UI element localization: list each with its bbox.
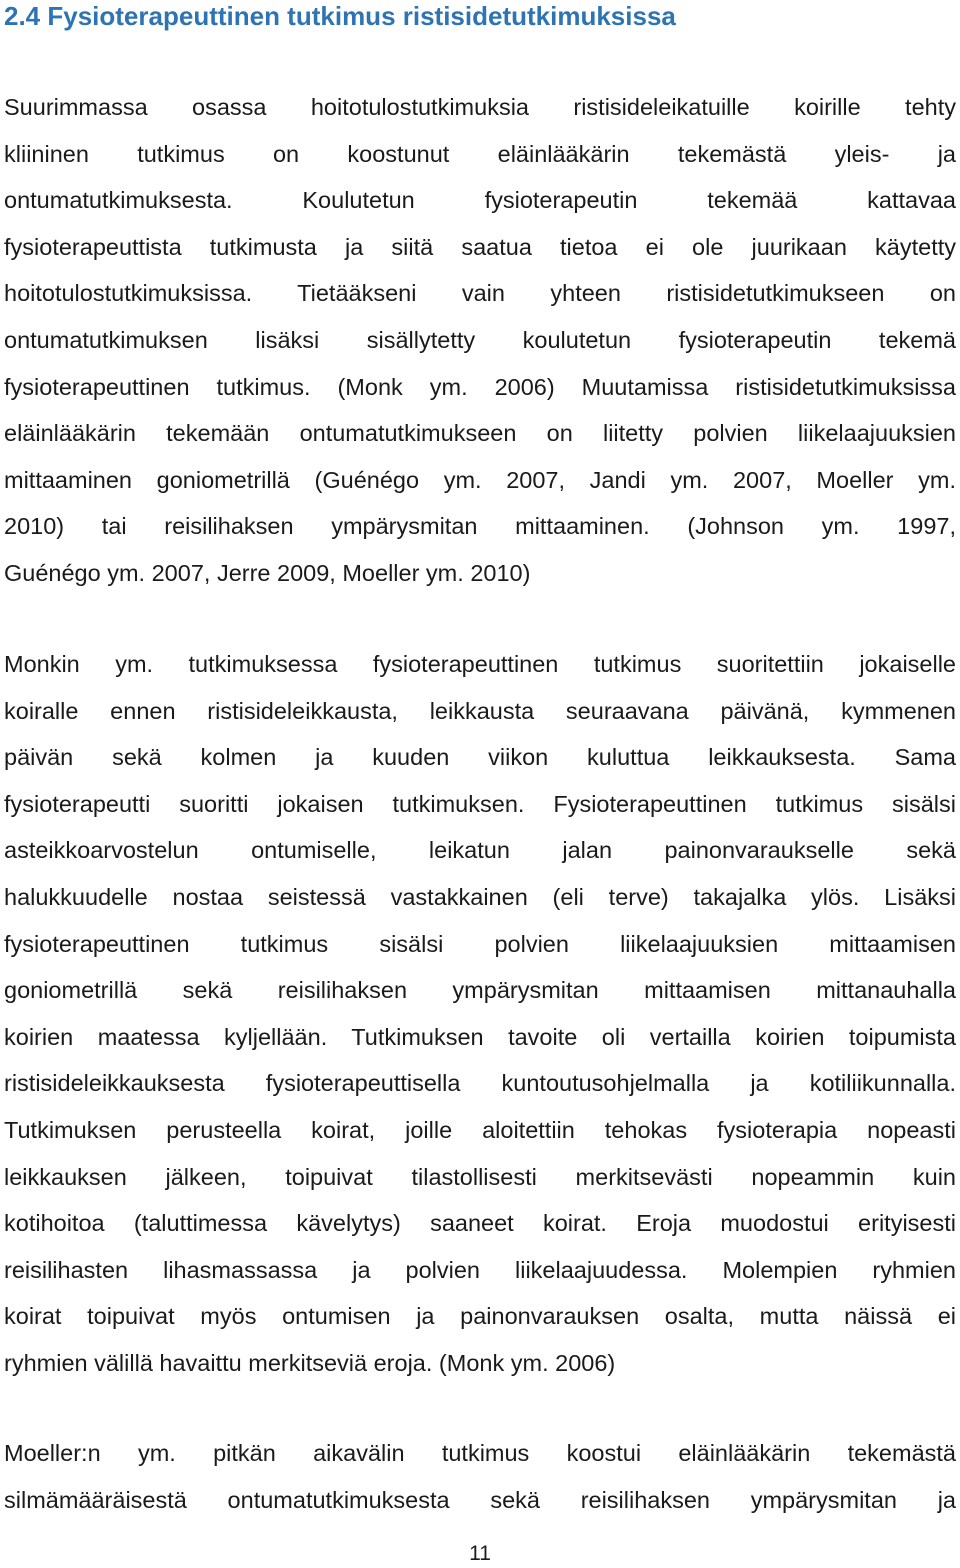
text-line: Guénégo ym. 2007, Jerre 2009, Moeller ym. 2010) xyxy=(4,559,531,586)
text-line: Suurimmassa osassa hoitotulostutkimuksia ristisideleikatuille koirille tehty xyxy=(4,94,956,120)
text-line: goniometrillä sekä reisilihaksen ympärysmitan mittaamisen mittanauhalla xyxy=(4,977,956,1004)
text-line: hoitotulostutkimuksissa. Tietääkseni vain yhteen ristisidetutkimukseen on xyxy=(4,280,956,307)
paragraph xyxy=(4,641,956,1387)
paragraph xyxy=(4,84,956,597)
page-number: 11 xyxy=(469,1542,491,1565)
text-line: päivän sekä kolmen ja kuuden viikon kuluttua leikkauksesta. Sama xyxy=(4,744,956,771)
text-line: ontumatutkimuksen lisäksi sisällytetty koulutetun fysioterapeutin tekemä xyxy=(4,326,956,353)
text-line: asteikkoarvostelun ontumiselle, leikatun jalan painonvaraukselle sekä xyxy=(4,837,956,864)
text-line: fysioterapeutti suoritti jokaisen tutkimuksen. Fysioterapeuttinen tutkimus sisälsi xyxy=(4,790,956,817)
text-line: eläinlääkärin tekemään ontumatutkimukseen on liitetty polvien liikelaajuuksien xyxy=(4,420,956,447)
text-line: reisilihasten lihasmassassa ja polvien liikelaajuudessa. Molempien ryhmien xyxy=(4,1256,956,1283)
text-line: koirat toipuivat myös ontumisen ja painonvarauksen osalta, mutta näissä ei xyxy=(4,1303,956,1330)
text-line: ontumatutkimuksesta. Koulutetun fysioterapeutin tekemää kattavaa xyxy=(4,187,956,214)
text-line: silmämääräisestä ontumatutkimuksesta sekä reisilihaksen ympärysmitan ja xyxy=(4,1486,956,1513)
text-line: ristisideleikkauksesta fysioterapeuttisella kuntoutusohjelmalla ja kotiliikunnalla. xyxy=(4,1070,956,1097)
text-line: koirien maatessa kyljellään. Tutkimuksen tavoite oli vertailla koirien toipumista xyxy=(4,1023,956,1050)
section-heading: 2.4 Fysioterapeuttinen tutkimus ristisidetutkimuksissa xyxy=(4,1,676,31)
text-line: fysioterapeuttista tutkimusta ja siitä saatua tietoa ei ole juurikaan käytetty xyxy=(4,233,956,260)
text-line: mittaaminen goniometrillä (Guénégo ym. 2007, Jandi ym. 2007, Moeller ym. xyxy=(4,466,956,493)
text-line: halukkuudelle nostaa seistessä vastakkainen (eli terve) takajalka ylös. Lisäksi xyxy=(4,883,956,910)
text-line: kliininen tutkimus on koostunut eläinlääkärin tekemästä yleis- ja xyxy=(4,140,956,167)
text-line: leikkauksen jälkeen, toipuivat tilastollisesti merkitsevästi nopeammin kuin xyxy=(4,1163,956,1190)
paragraph xyxy=(4,1430,956,1523)
text-line: koiralle ennen ristisideleikkausta, leikkausta seuraavana päivänä, kymmenen xyxy=(4,697,956,724)
text-line: fysioterapeuttinen tutkimus sisälsi polvien liikelaajuuksien mittaamisen xyxy=(4,930,956,957)
text-line: fysioterapeuttinen tutkimus. (Monk ym. 2006) Muutamissa ristisidetutkimuksissa xyxy=(4,373,956,400)
text-line: kotihoitoa (taluttimessa kävelytys) saaneet koirat. Eroja muodostui erityisesti xyxy=(4,1210,956,1237)
text-line: Moeller:n ym. pitkän aikavälin tutkimus koostui eläinlääkärin tekemästä xyxy=(4,1440,956,1466)
text-line: 2010) tai reisilihaksen ympärysmitan mittaaminen. (Johnson ym. 1997, xyxy=(4,513,956,540)
text-line: Tutkimuksen perusteella koirat, joille aloitettiin tehokas fysioterapia nopeasti xyxy=(4,1116,956,1143)
text-line: Monkin ym. tutkimuksessa fysioterapeuttinen tutkimus suoritettiin jokaiselle xyxy=(4,651,956,677)
text-line: ryhmien välillä havaittu merkitseviä eroja. (Monk ym. 2006) xyxy=(4,1349,616,1376)
